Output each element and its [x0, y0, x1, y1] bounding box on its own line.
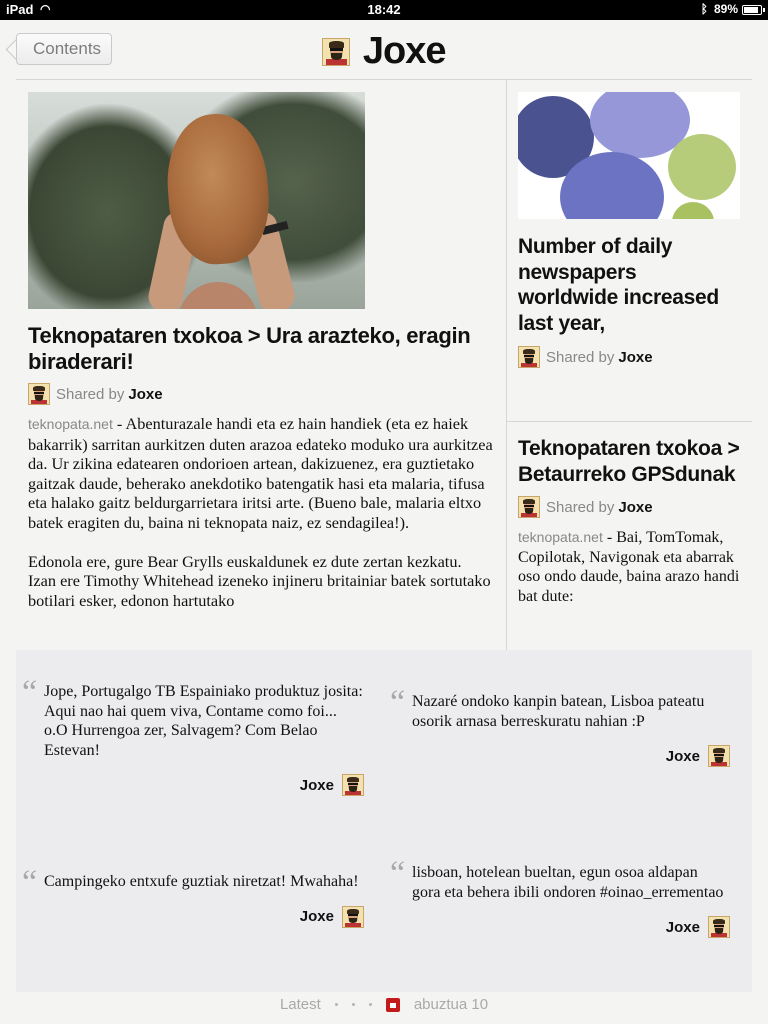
avatar — [518, 496, 540, 518]
quote-author — [412, 745, 730, 767]
bubble-green-small — [672, 202, 714, 219]
quote-mark-icon: “ — [22, 864, 38, 901]
bubble-green — [668, 134, 736, 200]
latest-link[interactable]: Latest — [279, 996, 321, 1013]
quote-card[interactable] — [390, 684, 730, 767]
battery-icon — [742, 5, 762, 15]
avatar — [518, 346, 540, 368]
shared-by-name[interactable]: Joxe — [618, 498, 653, 516]
page-dot[interactable] — [369, 1003, 372, 1006]
quote-author-name[interactable]: Joxe — [665, 747, 700, 765]
side-article-1[interactable] — [518, 92, 740, 368]
quote-card[interactable] — [22, 674, 364, 796]
column-divider — [506, 80, 507, 650]
quote-mark-icon: “ — [390, 855, 406, 892]
quote-author — [44, 774, 364, 796]
side-article-1-title[interactable]: Number of daily newspapers worldwide increased last year, — [518, 235, 719, 335]
header-divider — [16, 79, 752, 80]
quote-author — [44, 906, 364, 928]
main-article[interactable] — [28, 92, 493, 405]
carrier-label: iPad — [6, 2, 34, 17]
shared-by-name[interactable]: Joxe — [128, 385, 163, 403]
quote-mark-icon: “ — [22, 674, 38, 711]
status-bar — [0, 0, 768, 20]
quote-author — [412, 916, 730, 938]
shared-by-line — [518, 496, 740, 518]
quote-author-name[interactable]: Joxe — [665, 918, 700, 936]
main-article-body[interactable] — [28, 414, 493, 630]
quote-card[interactable] — [22, 864, 364, 928]
contents-back-button[interactable]: Contents — [16, 33, 112, 65]
quote-text: lisboan, hotelean bueltan, egun osoa aldapan gora eta behera ibili ondoren #oinao_errementao — [412, 864, 724, 901]
avatar — [322, 38, 350, 66]
side-divider — [507, 421, 752, 422]
quote-card[interactable] — [390, 855, 730, 938]
page-dot[interactable] — [352, 1003, 355, 1006]
shared-by-line — [518, 346, 740, 368]
article-paragraph-1: - Abenturazale handi eta ez hain handiek (eta ez haiek bakarrik) sarritan aurkitzen duten arazoa edateko moduko ura aurkitzea da. Ur zikina edatearen ondorioen artean, dakizuenez, era guztietako gaitzak daude, beherako anekdotiko batengatik hasi eta malaria, tifusa eta halako gaitz beldurgarrietara iritsi arte. (Bueno bale, malaria eltxo batek eragiten du, baina ni teknopata naiz, ez sendagilea!). — [28, 414, 493, 532]
avatar — [708, 745, 730, 767]
battery-percent: 89% — [713, 2, 738, 16]
avatar — [708, 916, 730, 938]
shared-by-label: Shared by — [546, 498, 615, 516]
side-article-2-excerpt — [518, 528, 740, 606]
bluetooth-icon: ᛒ — [700, 2, 708, 16]
wifi-icon: ◠ — [40, 2, 51, 16]
footer-date[interactable]: abuztua 10 — [413, 996, 489, 1013]
shared-by-name[interactable]: Joxe — [618, 348, 653, 366]
article-source: teknopata.net — [28, 416, 113, 432]
avatar — [28, 383, 50, 405]
clock: 18:42 — [367, 2, 401, 17]
calendar-icon — [386, 998, 400, 1012]
quote-text: Jope, Portugalgo TB Espainiako produktuz josita: Aqui nao hai quem viva, Contame como foi... o.O Hurrengoa zer, Salvagem? Com Belao Estevan! — [44, 683, 363, 759]
header — [0, 20, 768, 80]
page-title-wrap — [0, 30, 768, 73]
article-paragraph-2: Edonola ere, gure Bear Grylls euskaldunek ez dute zertan kezkatu. Izan ere Timothy Whitehead izeneko injineru britainiar batek sortutako botilari esker, edonon hartutako — [28, 551, 491, 610]
excerpt-text: - Bai, TomTomak, Copilotak, Navigonak eta abarrak oso ondo daude, baina arazo handi bat dute: — [518, 529, 740, 605]
side-article-2-title[interactable]: Teknopataren txokoa > Betaurreko GPSdunak — [518, 437, 740, 486]
status-quotes-panel — [16, 650, 752, 992]
article-source: teknopata.net — [518, 529, 603, 545]
quote-author-name[interactable]: Joxe — [299, 776, 334, 794]
bubble-chart-thumbnail[interactable] — [518, 92, 740, 219]
quote-mark-icon: “ — [390, 684, 406, 721]
article-photo[interactable] — [28, 92, 365, 309]
side-article-2[interactable] — [518, 436, 740, 606]
avatar — [342, 774, 364, 796]
main-article-title[interactable]: Teknopataren txokoa > Ura arazteko, eragin biraderari! — [28, 323, 471, 374]
shared-by-line — [28, 383, 493, 405]
shared-by-label: Shared by — [56, 385, 125, 403]
page-dot[interactable] — [335, 1003, 338, 1006]
page-footer — [0, 996, 768, 1020]
page-title: Joxe — [362, 30, 446, 72]
shared-by-label: Shared by — [546, 348, 615, 366]
quote-text: Campingeko entxufe guztiak niretzat! Mwahaha! — [44, 873, 359, 890]
quote-text: Nazaré ondoko kanpin batean, Lisboa pateatu osorik arnasa berreskuratu nahian :P — [412, 693, 705, 730]
avatar — [342, 906, 364, 928]
quote-author-name[interactable]: Joxe — [299, 908, 334, 925]
